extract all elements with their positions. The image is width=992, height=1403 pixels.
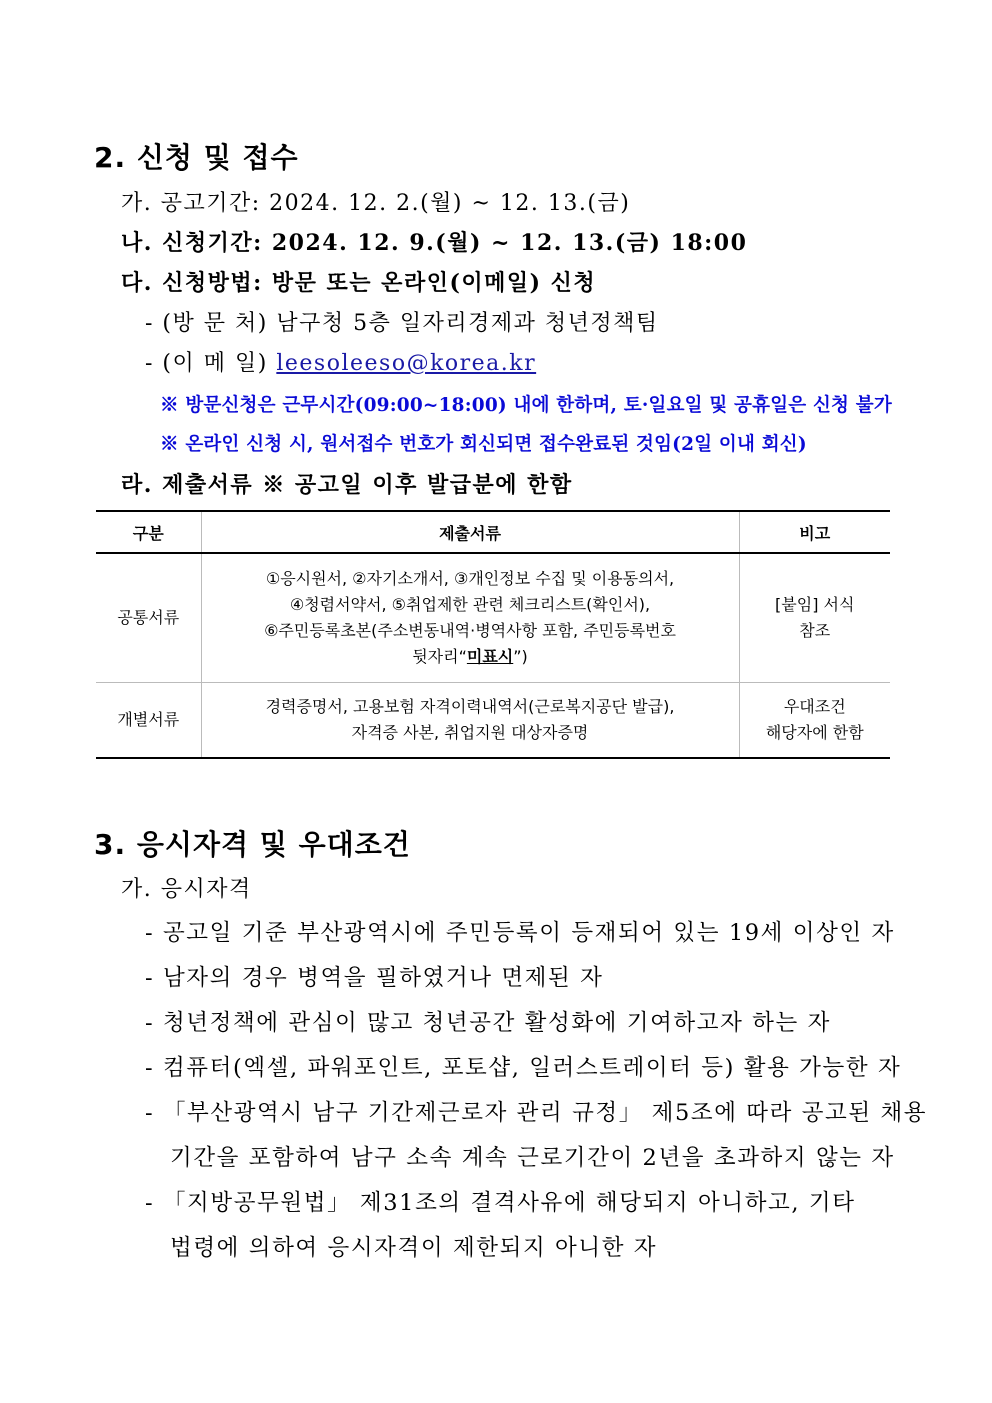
row-category: 공통서류 (96, 553, 201, 683)
row-category: 개별서류 (96, 683, 201, 759)
docs-line: 경력증명서, 고용보험 자격이력내역서(근로복지공단 발급), (265, 697, 675, 716)
email-link[interactable]: leesoleeso@korea.kr (276, 351, 537, 376)
docs-line: ①응시원서, ②자기소개서, ③개인정보 수집 및 이용동의서, (265, 569, 675, 588)
eligibility-item: - 공고일 기준 부산광역시에 주민등록이 등재되어 있는 19세 이상인 자 (145, 920, 895, 946)
email-line (145, 346, 536, 377)
eligibility-item: - 「부산광역시 남구 기간제근로자 관리 규정」 제5조에 따라 공고된 채용 (145, 1100, 928, 1126)
header-category: 구분 (96, 511, 201, 553)
visit-location: - (방 문 처) 남구청 5층 일자리경제과 청년정책팀 (145, 311, 659, 336)
eligibility-item: - 컴퓨터(엑셀, 파워포인트, 포토샵, 일러스트레이터 등) 활용 가능한 자 (145, 1055, 902, 1081)
emphasis-text: 미표시 (466, 647, 514, 666)
docs-line: ⑥주민등록초본(주소변동내역·병역사항 포함, 주민등록번호 (264, 621, 676, 640)
table-row (96, 683, 890, 759)
row-note (739, 553, 890, 683)
application-period: 나. 신청기간: 2024. 12. 9.(월) ~ 12. 13.(금) 18:00 (121, 230, 748, 256)
header-documents: 제출서류 (201, 511, 739, 553)
eligibility-item-cont: 법령에 의하여 응시자격이 제한되지 아니한 자 (170, 1235, 658, 1261)
table-header-row (96, 511, 890, 553)
docs-text: 뒷자리“ (412, 647, 467, 666)
note-line: 우대조건 (783, 697, 846, 716)
header-note: 비고 (739, 511, 890, 553)
table-row (96, 553, 890, 683)
note-line: 해당자에 한함 (765, 723, 864, 742)
section2-title: 2. 신청 및 접수 (94, 141, 299, 174)
eligibility-item: - 청년정책에 관심이 많고 청년공간 활성화에 기여하고자 하는 자 (145, 1010, 831, 1036)
documents-table (96, 510, 890, 759)
row-documents (201, 683, 739, 759)
row-documents (201, 553, 739, 683)
visit-note: ※ 방문신청은 근무시간(09:00~18:00) 내에 한하며, 토·일요일 및 공휴일은 신청 불가 (160, 395, 892, 416)
eligibility-item-cont: 기간을 포함하여 남구 소속 계속 근로기간이 2년을 초과하지 않는 자 (170, 1145, 895, 1171)
docs-line: ④청렴서약서, ⑤취업제한 관련 체크리스트(확인서), (289, 595, 651, 614)
eligibility-heading: 가. 응시자격 (121, 877, 252, 902)
section3-title: 3. 응시자격 및 우대조건 (94, 828, 411, 861)
eligibility-item: - 남자의 경우 병역을 필하였거나 면제된 자 (145, 965, 604, 991)
note-line: 참조 (799, 621, 831, 640)
posting-period: 가. 공고기간: 2024. 12. 2.(월) ~ 12. 13.(금) (121, 191, 631, 216)
email-label: - (이 메 일) (145, 351, 277, 376)
docs-text: ”) (513, 647, 528, 666)
online-note: ※ 온라인 신청 시, 원서접수 번호가 회신되면 접수완료된 것임(2일 이내 회신) (160, 434, 807, 455)
note-line: [붙임] 서식 (775, 595, 855, 614)
required-documents-heading: 라. 제출서류 ※ 공고일 이후 발급분에 한함 (121, 472, 573, 498)
docs-line (210, 644, 731, 670)
docs-line: 자격증 사본, 취업지원 대상자증명 (351, 723, 589, 742)
eligibility-item: - 「지방공무원법」 제31조의 결격사유에 해당되지 아니하고, 기타 (145, 1190, 856, 1216)
application-method: 다. 신청방법: 방문 또는 온라인(이메일) 신청 (121, 270, 597, 296)
row-note (739, 683, 890, 759)
